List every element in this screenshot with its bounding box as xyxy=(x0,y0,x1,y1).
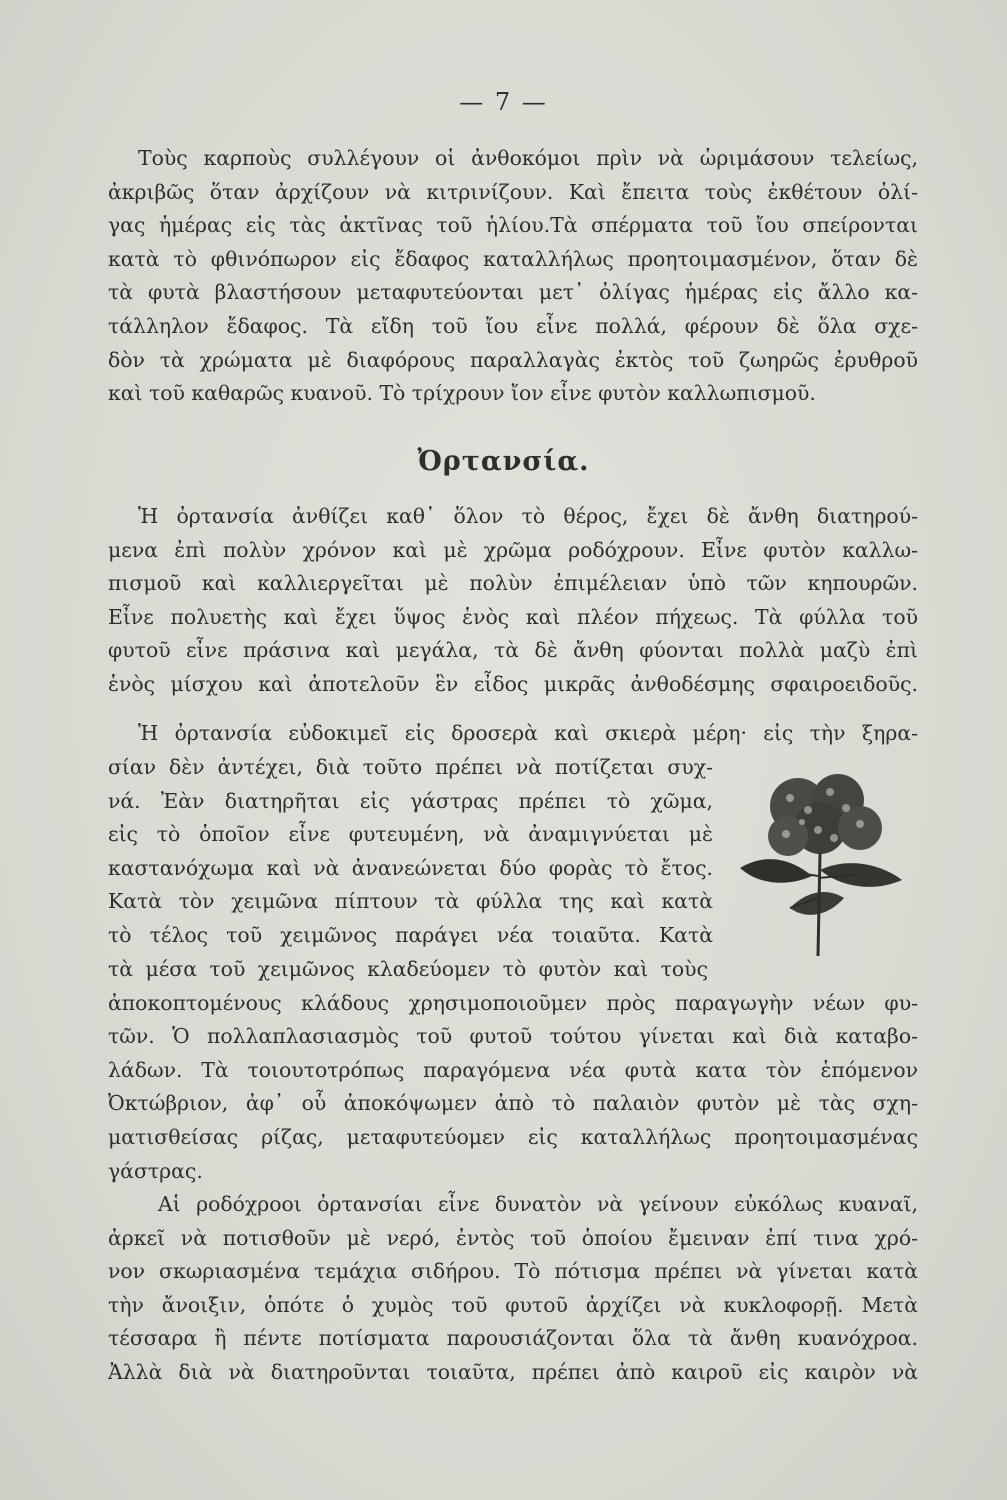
section-heading: Ὀρτανσία. xyxy=(417,446,590,477)
text-line: καὶ τοῦ καθαρῶς κυανοῦ. Τὸ τρίχρουν ἴον εἶνε φυτὸν καλλωπισμοῦ. xyxy=(108,381,816,406)
paragraph-hydrangea-care-cont xyxy=(108,953,918,1188)
paragraph-hydrangea-care-narrow xyxy=(108,751,713,953)
text-line: ματισθείσας ρίζας, μεταφυτεύομεν εἰς καταλλήλως προητοιμασμένας xyxy=(108,1124,918,1149)
text-line: πισμοῦ καὶ καλλιεργεῖται μὲ πολὺν ἐπιμέλειαν ὑπὸ τῶν κηπουρῶν. xyxy=(108,571,918,596)
text-line: νά. Ἐὰν διατηρῆται εἰς γάστρας πρέπει τὸ χῶμα, xyxy=(108,788,713,813)
paragraph-hydrangea-care xyxy=(108,717,918,751)
text-line: δὸν τὰ χρώματα μὲ διαφόρους παραλλαγὰς ἐκτὸς τοῦ ζωηρῶς ἐρυθροῦ xyxy=(108,347,918,372)
text-line: γας ἡμέρας εἰς τὰς ἀκτῖνας τοῦ ἡλίου.Τὰ σπέρματα τοῦ ἴου σπείρονται xyxy=(108,213,918,238)
page-number: — 7 — xyxy=(459,88,548,116)
text-line: τῶν. Ὁ πολλαπλασιασμὸς τοῦ φυτοῦ τούτου γίνεται καὶ διὰ καταβο- xyxy=(108,1024,918,1049)
text-line: ἑνὸς μίσχου καὶ ἀποτελοῦν ἓν εἶδος μικρᾶς ἀνθοδέσμης σφαιροειδοῦς. xyxy=(108,671,918,696)
paragraph-hydrangea-intro xyxy=(108,500,918,702)
text-line: ἀρκεῖ νὰ ποτισθοῦν μὲ νερό, ἐντὸς τοῦ ὁποίου ἔμειναν ἐπί τινα χρό- xyxy=(108,1225,918,1250)
paragraph-violet xyxy=(108,142,918,411)
text-line: τὸ τέλος τοῦ χειμῶνος παράγει νέα τοιαῦτα. Κατὰ xyxy=(108,922,713,947)
text-line: Ἀλλὰ διὰ νὰ διατηροῦνται τοιαῦτα, πρέπει ἀπὸ καιροῦ εἰς καιρὸν νὰ xyxy=(108,1359,918,1384)
text-line: τὰ μέσα τοῦ χειμῶνος κλαδεύομεν τὸ φυτὸν καὶ τοὺς xyxy=(108,957,708,981)
text-line: εἰς τὸ ὁποῖον εἶνε φυτευμένη, νὰ ἀναμιγνύεται μὲ xyxy=(108,822,713,847)
text-line: τὰ φυτὰ βλαστήσουν μεταφυτεύονται μετ᾽ ὀλίγας ἡμέρας εἰς ἄλλο κα- xyxy=(108,280,918,305)
text-line: κατὰ τὸ φθινόπωρον εἰς ἔδαφος καταλλήλως προητοιμασμένον, ὅταν δὲ xyxy=(108,246,918,271)
text-line: καστανόχωμα καὶ νὰ ἀνανεώνεται δύο φορὰς τὸ ἔτος. xyxy=(108,855,713,880)
text-line: λάδων. Τὰ τοιουτοτρόπως παραγόμενα νέα φυτὰ κατα τὸν ἑπόμενον xyxy=(108,1057,918,1082)
text-line: Τοὺς καρποὺς συλλέγουν οἱ ἀνθοκόμοι πρὶν νὰ ὡριμάσουν τελείως, xyxy=(138,146,918,170)
text-line: Ἡ ὀρτανσία εὐδοκιμεῖ εἰς δροσερὰ καὶ σκιερὰ μέρη· εἰς τὴν ξηρα- xyxy=(138,721,918,745)
text-line: νον σκωριασμένα τεμάχια σιδήρου. Τὸ πότισμα πρέπει νὰ γίνεται κατὰ xyxy=(108,1259,918,1284)
text-line: σίαν δὲν ἀντέχει, διὰ τοῦτο πρέπει νὰ ποτίζεται συχ- xyxy=(108,755,713,779)
text-line: Εἶνε πολυετὴς καὶ ἔχει ὕψος ἑνὸς καὶ πλέον πήχεως. Τὰ φύλλα τοῦ xyxy=(108,604,918,629)
text-line: Ἡ ὀρτανσία ἀνθίζει καθ᾽ ὅλον τὸ θέρος, ἔχει δὲ ἄνθη διατηρού- xyxy=(138,504,918,528)
text-line: μενα ἐπὶ πολὺν χρόνον καὶ μὲ χρῶμα ροδόχρουν. Εἶνε φυτὸν καλλω- xyxy=(108,537,918,562)
text-line: φυτοῦ εἶνε πράσινα καὶ μεγάλα, τὰ δὲ ἄνθη φύονται πολλὰ μαζὺ ἐπὶ xyxy=(108,638,918,663)
text-line: Αἱ ροδόχροοι ὀρτανσίαι εἶνε δυνατὸν νὰ γείνουν εὐκόλως κυαναῖ, xyxy=(158,1192,918,1216)
text-line: τέσσαρα ἢ πέντε ποτίσματα παρουσιάζονται ὅλα τὰ ἄνθη κυανόχροα. xyxy=(108,1326,918,1351)
text-line: γάστρας. xyxy=(108,1158,203,1183)
text-line: τὴν ἄνοιξιν, ὁπότε ὁ χυμὸς τοῦ φυτοῦ ἀρχίζει νὰ κυκλοφορῇ. Μετὰ xyxy=(108,1292,918,1317)
text-line: Κατὰ τὸν χειμῶνα πίπτουν τὰ φύλλα της καὶ κατὰ xyxy=(108,889,713,914)
paragraph-blue-hydrangea xyxy=(108,1188,918,1390)
text-line: τάλληλον ἔδαφος. Τὰ εἴδη τοῦ ἴου εἶνε πολλά, φέρουν δὲ ὅλα σχε- xyxy=(108,313,918,338)
hydrangea-illustration-icon xyxy=(720,758,920,958)
text-line: ἀκριβῶς ὅταν ἀρχίζουν νὰ κιτρινίζουν. Καὶ ἔπειτα τοὺς ἐκθέτουν ὀλί- xyxy=(108,179,918,204)
text-line: Ὀκτώβριον, ἀφ᾽ οὗ ἀποκόψωμεν ἀπὸ τὸ παλαιὸν φυτὸν μὲ τὰς σχη- xyxy=(108,1091,918,1116)
text-line: ἀποκοπτομένους κλάδους χρησιμοποιοῦμεν πρὸς παραγωγὴν νέων φυ- xyxy=(108,990,918,1015)
